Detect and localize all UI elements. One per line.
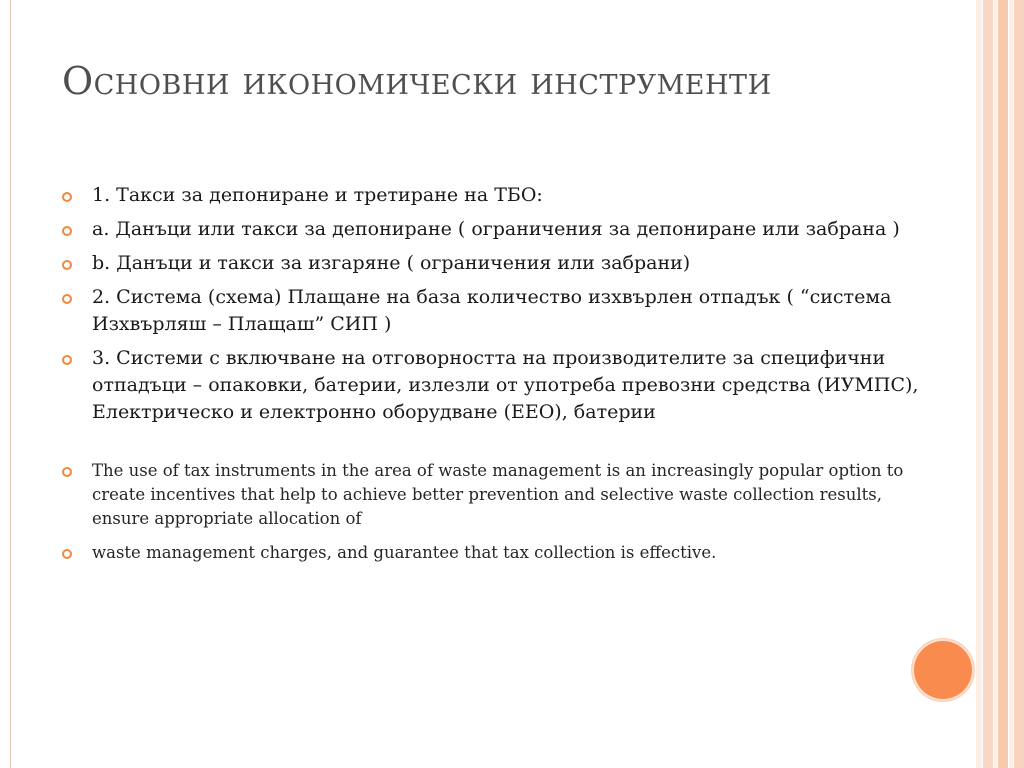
note-item-text: The use of tax instruments in the area of waste management is an increasingly popular option to create incentives that help to achieve better prevention and selective waste collection results, ensure appropriate allocation of xyxy=(92,461,904,528)
stripe xyxy=(976,0,982,768)
list-item-text: b. Данъци и такси за изгаряне ( ограничения или забрани) xyxy=(92,252,691,274)
note-item xyxy=(62,459,922,531)
bullet-icon xyxy=(62,294,72,304)
stripe xyxy=(1009,0,1013,768)
list-item-text: 3. Системи с включване на отговорността на производителите за специфични отпадъци – опаковки, батерии, излезли от употреба превозни средства (ИУМПС), Електрическо и електронно оборудване (ЕЕО), батерии xyxy=(92,347,919,423)
bullet-icon xyxy=(62,260,72,270)
list-item xyxy=(62,182,922,209)
list-item-text: 2. Система (схема) Плащане на база количество изхвърлен отпадък ( “система Изхвърляш – Плащаш” СИП ) xyxy=(92,286,892,335)
left-border-line xyxy=(10,0,11,768)
list-item xyxy=(62,284,922,338)
list-item-text: a. Данъци или такси за депониране ( ограничения за депониране или забрана ) xyxy=(92,218,900,240)
stripe xyxy=(983,0,993,768)
bullet-icon xyxy=(62,192,72,202)
list-item-text: 1. Такси за депониране и третиране на ТБО: xyxy=(92,184,543,206)
stripe xyxy=(994,0,997,768)
list-item xyxy=(62,250,922,277)
bullet-icon xyxy=(62,355,72,365)
spacer xyxy=(62,433,922,459)
list-item xyxy=(62,345,922,426)
stripe xyxy=(998,0,1008,768)
right-decorative-stripes xyxy=(976,0,1024,768)
note-item-text: waste management charges, and guarantee that tax collection is effective. xyxy=(92,543,717,562)
bullet-icon xyxy=(62,226,72,236)
decorative-circle xyxy=(912,639,974,701)
bullet-icon xyxy=(62,467,72,477)
bullet-icon xyxy=(62,549,72,559)
slide-title: Основни икономически инструменти xyxy=(62,59,772,103)
slide-content xyxy=(62,182,922,575)
note-item xyxy=(62,541,922,565)
stripe xyxy=(1014,0,1024,768)
list-item xyxy=(62,216,922,243)
